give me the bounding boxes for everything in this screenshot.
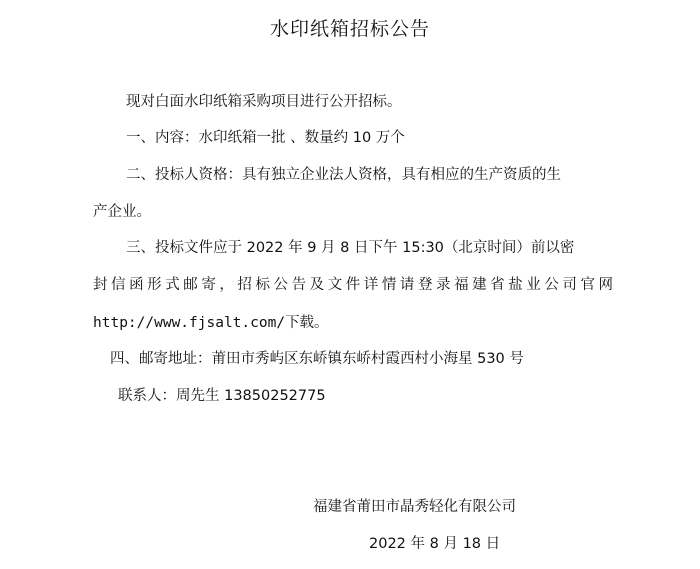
item-submission-line2: 封信函形式邮寄，招标公告及文件详情请登录福建省盐业公司官网 xyxy=(93,277,613,293)
item-submission-line1: 三、投标文件应于 2022 年 9 月 8 日下午 15:30（北京时间）前以密 xyxy=(126,240,575,256)
contact-person: 联系人：周先生 13850252775 xyxy=(118,388,326,404)
intro-paragraph: 现对白面水印纸箱采购项目进行公开招标。 xyxy=(126,94,402,110)
item-qualification-line1: 二、投标人资格：具有独立企业法人资格，具有相应的生产资质的生 xyxy=(126,167,561,183)
item-submission-line3 xyxy=(93,313,329,333)
website-link[interactable]: http://www.fjsalt.com/ xyxy=(93,315,286,331)
signature-date: 2022 年 8 月 18 日 xyxy=(369,536,501,552)
signature-company: 福建省莆田市晶秀轻化有限公司 xyxy=(313,499,516,515)
page-title: 水印纸箱招标公告 xyxy=(269,18,430,40)
download-text: 下载。 xyxy=(285,315,329,331)
item-qualification-line2: 产企业。 xyxy=(93,204,151,220)
item-mailing-address: 四、邮寄地址：莆田市秀屿区东峤镇东峤村霞西村小海星 530 号 xyxy=(110,351,524,367)
item-content: 一、内容：水印纸箱一批 、数量约 10 万个 xyxy=(126,130,405,146)
